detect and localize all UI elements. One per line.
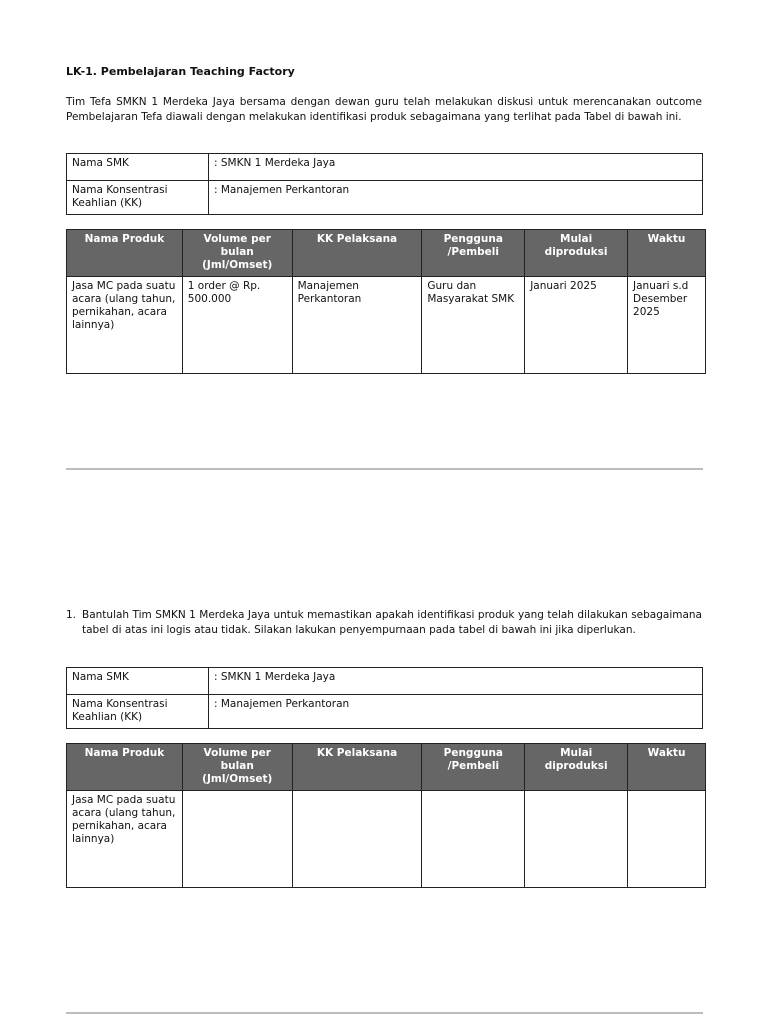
question-number: 1. [66,609,77,621]
col-header-time: Waktu [628,230,706,277]
table-row [67,277,706,374]
cell-start: Januari 2025 [525,277,628,374]
col-header-kk: KK Pelaksana [292,230,422,277]
cell-user: Guru dan Masyarakat SMK [422,277,525,374]
expertise-label: Nama Konsentrasi Keahlian (KK) [67,181,209,215]
col-header-volume: Volume per bulan (Jml/Omset) [182,230,292,277]
col-header-kk: KK Pelaksana [292,744,422,791]
table-header-row [67,744,706,791]
cell-start-empty[interactable] [525,791,628,888]
col-header-start: Mulai diproduksi [525,230,628,277]
question-item [66,608,702,637]
worksheet-title: LK-1. Pembelajaran Teaching Factory [66,65,295,78]
expertise-value: : Manajemen Perkantoran [209,181,703,215]
table-row [67,181,703,215]
cell-kk: Manajemen Perkantoran [292,277,422,374]
school-name-value: : SMKN 1 Merdeka Jaya [209,668,703,695]
school-name-label: Nama SMK [67,668,209,695]
cell-product-name: Jasa MC pada suatu acara (ulang tahun, pernikahan, acara lainnya) [67,277,183,374]
school-name-label: Nama SMK [67,154,209,181]
intro-paragraph: Tim Tefa SMKN 1 Merdeka Jaya bersama dengan dewan guru telah melakukan diskusi untuk merencanakan outcome Pembelajaran Tefa diawali dengan melakukan identifikasi produk sebagaimana yang terlihat pada Tabel di bawah ini. [66,96,702,123]
cell-volume-empty[interactable] [182,791,292,888]
product-identification-table [66,229,706,374]
cell-kk-empty[interactable] [292,791,422,888]
table-row [67,154,703,181]
col-header-user: Pengguna /Pembeli [422,230,525,277]
product-revision-table [66,743,706,888]
cell-volume: 1 order @ Rp. 500.000 [182,277,292,374]
table-row [67,668,703,695]
table-row [67,695,703,729]
cell-product-name: Jasa MC pada suatu acara (ulang tahun, pernikahan, acara lainnya) [67,791,183,888]
col-header-product-name: Nama Produk [67,230,183,277]
table-header-row [67,230,706,277]
expertise-label: Nama Konsentrasi Keahlian (KK) [67,695,209,729]
cell-time: Januari s.d Desember 2025 [628,277,706,374]
col-header-volume: Volume per bulan (Jml/Omset) [182,744,292,791]
col-header-time: Waktu [628,744,706,791]
page-divider [66,468,703,470]
cell-time-empty[interactable] [628,791,706,888]
col-header-product-name: Nama Produk [67,744,183,791]
table-row [67,791,706,888]
school-info-table [66,153,703,215]
page-divider [66,1012,703,1014]
school-name-value: : SMKN 1 Merdeka Jaya [209,154,703,181]
question-text: Bantulah Tim SMKN 1 Merdeka Jaya untuk memastikan apakah identifikasi produk yang telah dilakukan sebagaimana tabel di atas ini logis atau tidak. Silakan lakukan penyempurnaan pada tabel di bawah ini jika diperlukan. [82,609,702,636]
expertise-value: : Manajemen Perkantoran [209,695,703,729]
col-header-user: Pengguna /Pembeli [422,744,525,791]
cell-user-empty[interactable] [422,791,525,888]
col-header-start: Mulai diproduksi [525,744,628,791]
school-info-table-2 [66,667,703,729]
